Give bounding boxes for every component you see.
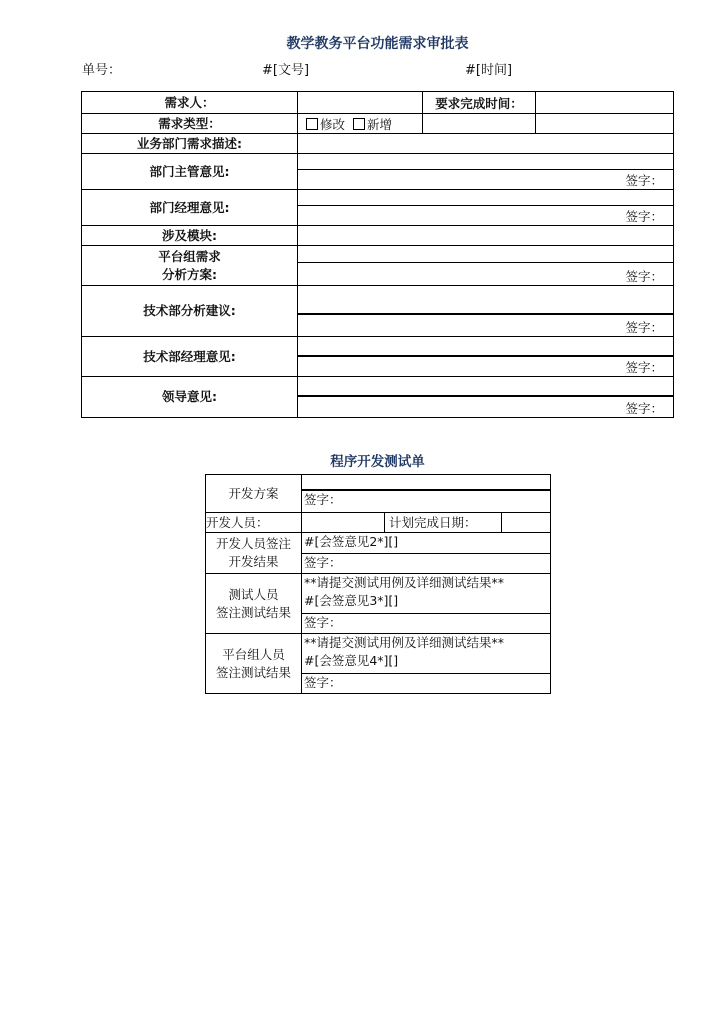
leader-label: 领导意见: <box>162 389 217 404</box>
type-extra-cell <box>422 114 535 133</box>
tester-sign: 签字： <box>302 613 550 632</box>
dept-head-sign: 签字： <box>625 173 663 188</box>
tech-manager-field[interactable] <box>297 337 673 376</box>
doc-no-label: 单号： <box>82 63 122 78</box>
platform-plan-field[interactable] <box>297 246 673 285</box>
modules-field[interactable] <box>297 226 673 245</box>
plan-sign: 签字： <box>304 492 342 507</box>
new-option-label: 新增 <box>367 116 393 132</box>
type-label: 需求类型： <box>158 115 221 131</box>
requester-label: 需求人： <box>164 94 215 110</box>
requester-field[interactable] <box>297 92 422 113</box>
modules-label: 涉及模块: <box>162 227 217 243</box>
platform-test-field[interactable] <box>301 634 550 693</box>
type-options <box>297 114 422 133</box>
dev-sign-field[interactable] <box>301 533 550 573</box>
platform-value: #[会签意见4*][] <box>304 653 399 668</box>
desc-field[interactable] <box>297 134 673 153</box>
platform-sign: 签字： <box>302 673 550 692</box>
leader-sign: 签字： <box>625 401 663 416</box>
tech-analysis-sign: 签字： <box>625 320 663 335</box>
tech-manager-label: 技术部经理意见: <box>143 348 236 364</box>
platform-hint: **请提交测试用例及详细测试结果** <box>304 635 505 650</box>
dept-head-label: 部门主管意见: <box>149 163 230 179</box>
tech-manager-sign: 签字： <box>625 360 663 375</box>
plan-field[interactable] <box>301 475 550 512</box>
test-form <box>205 474 551 694</box>
modify-option-label: 修改 <box>320 116 346 132</box>
tester-label: 测试人员 签注测试结果 <box>215 586 291 620</box>
modify-checkbox[interactable] <box>306 118 318 130</box>
dept-manager-sign: 签字： <box>625 209 663 224</box>
tester-value: #[会签意见3*][] <box>304 593 399 608</box>
dept-manager-field[interactable] <box>297 190 673 225</box>
dept-head-field[interactable] <box>297 154 673 189</box>
dev-sign-label: 开发人员签注 开发结果 <box>215 536 291 569</box>
type-extra-cell-2 <box>535 114 673 133</box>
platform-test-label: 平台组人员 签注测试结果 <box>215 646 291 680</box>
tester-hint: **请提交测试用例及详细测试结果** <box>304 575 505 590</box>
desc-label: 业务部门需求描述: <box>137 135 242 151</box>
leader-field[interactable] <box>297 377 673 417</box>
dept-manager-label: 部门经理意见: <box>149 199 230 215</box>
dev-person-label: 开发人员： <box>206 514 269 530</box>
platform-plan-label: 平台组需求 分析方案: <box>158 248 221 282</box>
platform-plan-sign: 签字： <box>625 269 663 284</box>
planned-date-field[interactable] <box>502 513 550 532</box>
approval-form <box>81 91 674 418</box>
planned-date-label: 计划完成日期： <box>385 513 502 532</box>
dev-sign-sign: 签字： <box>302 553 550 572</box>
tester-field[interactable] <box>301 574 550 633</box>
deadline-label: 要求完成时间： <box>422 92 535 113</box>
new-checkbox[interactable] <box>353 118 365 130</box>
tech-analysis-label: 技术部分析建议: <box>143 303 236 318</box>
test-form-title: 程序开发测试单 <box>330 454 425 470</box>
tech-analysis-field[interactable] <box>297 286 673 336</box>
doc-no-value: #[文号] <box>262 63 310 78</box>
dev-person-field[interactable] <box>302 513 385 532</box>
dev-sign-value: #[会签意见2*][] <box>304 534 399 549</box>
deadline-field[interactable] <box>535 92 673 113</box>
plan-label: 开发方案 <box>228 485 279 501</box>
time-value: #[时间] <box>465 63 513 78</box>
form-title: 教学教务平台功能需求审批表 <box>286 36 469 52</box>
